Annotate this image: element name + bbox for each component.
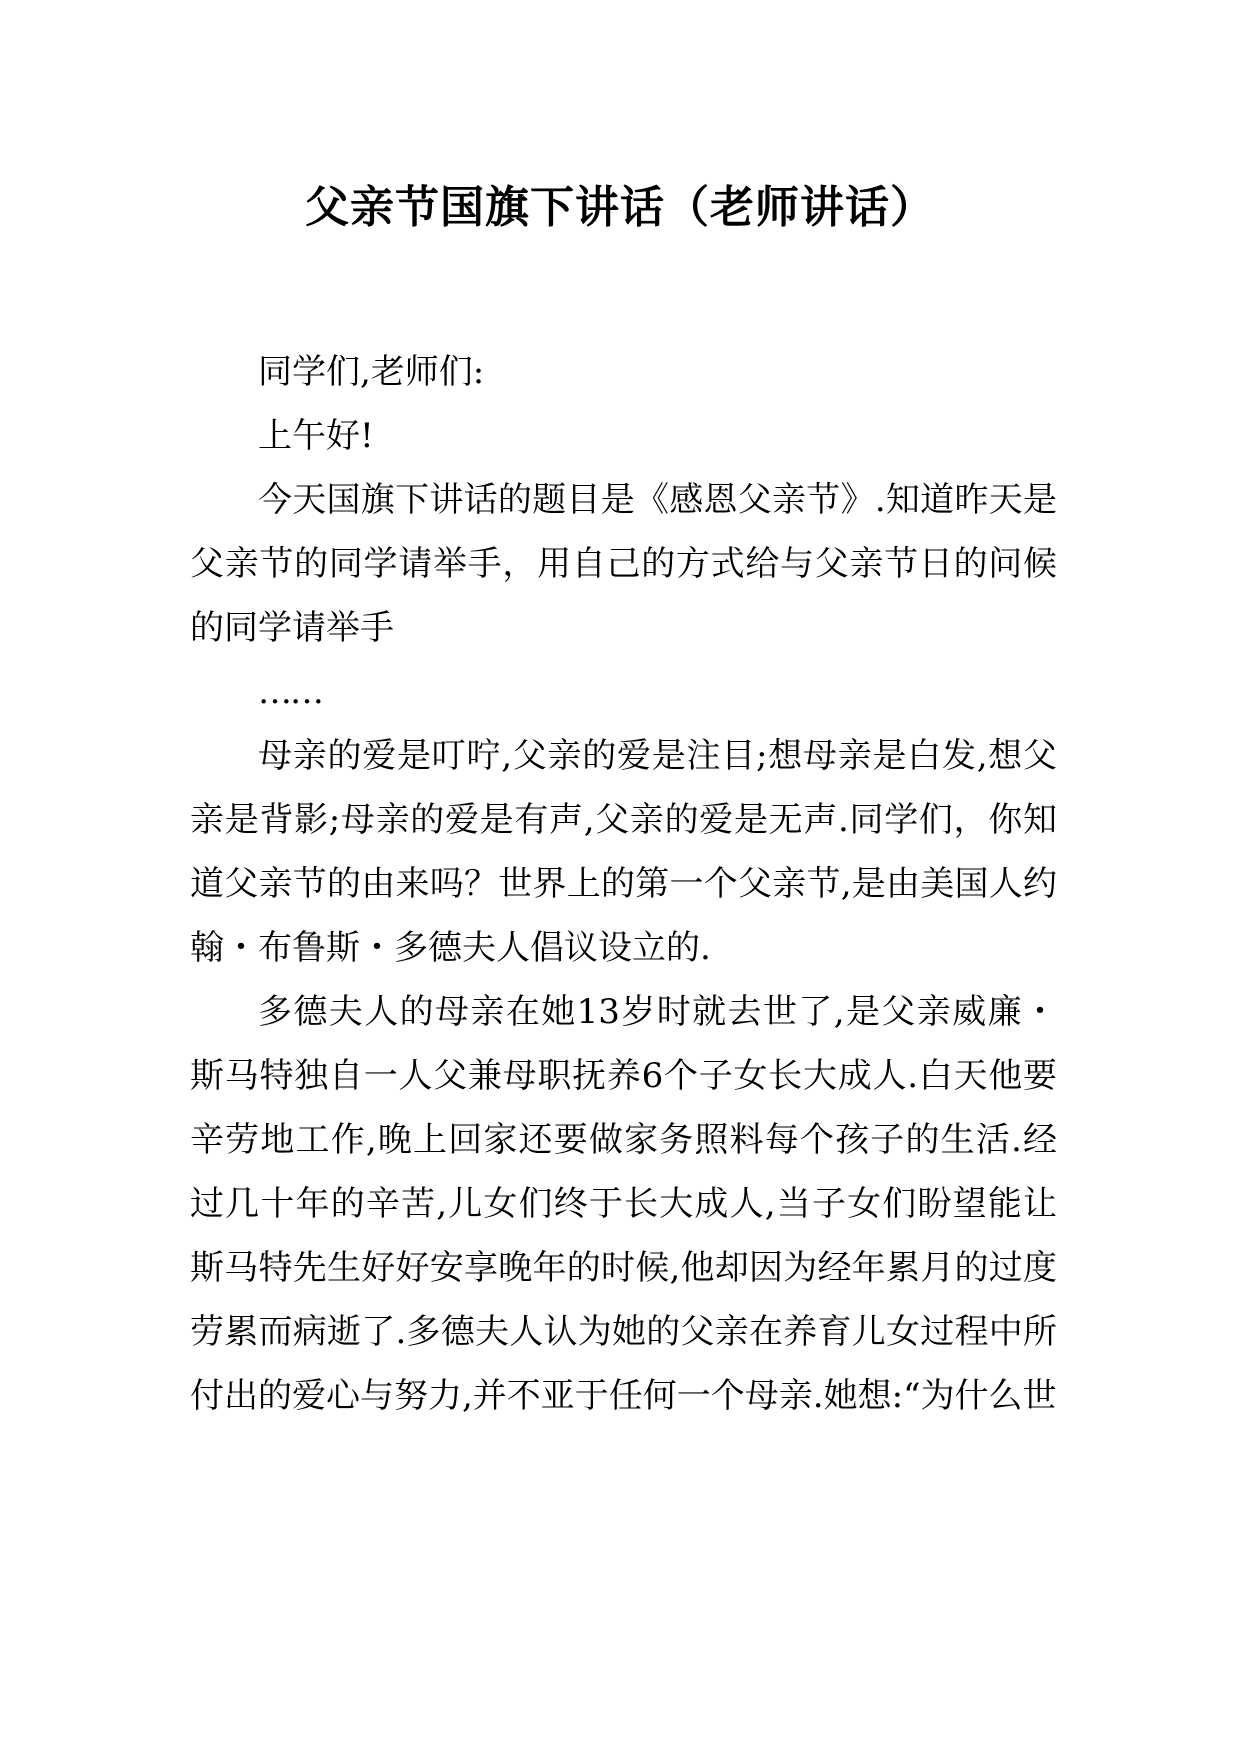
document-body xyxy=(190,340,1057,1428)
paragraph-ellipsis: …… xyxy=(258,672,322,712)
paragraph-good-morning: 上午好! xyxy=(258,416,374,456)
paragraph-dodd-story: 多德夫人的母亲在她13岁时就去世了,是父亲威廉・斯马特独自一人父兼母职抚养6个子女长大成人.白天他要辛劳地工作,晚上回家还要做家务照料每个孩子的生活.经过几十年的辛苦,儿女们终于长大成人,当子女们盼望能让斯马特先生好好安享晚年的时候,他却因为经年累月的过度劳累而病逝了.多德夫人认为她的父亲在养育儿女过程中所付出的爱心与努力,并不亚于任何一个母亲.她想:“为什么世 xyxy=(190,992,1057,1416)
paragraph-topic: 今天国旗下讲话的题目是《感恩父亲节》.知道昨天是父亲节的同学请举手，用自己的方式给与父亲节日的问候的同学请举手 xyxy=(190,480,1057,648)
document-title: 父亲节国旗下讲话（老师讲话） xyxy=(305,182,935,233)
paragraph-mother-father-love: 母亲的爱是叮咛,父亲的爱是注目;想母亲是白发,想父亲是背影;母亲的爱是有声,父亲的爱是无声.同学们，你知道父亲节的由来吗？世界上的第一个父亲节,是由美国人约翰・布鲁斯・多德夫人倡议设立的. xyxy=(190,736,1057,968)
paragraph-greeting: 同学们,老师们: xyxy=(258,352,485,392)
